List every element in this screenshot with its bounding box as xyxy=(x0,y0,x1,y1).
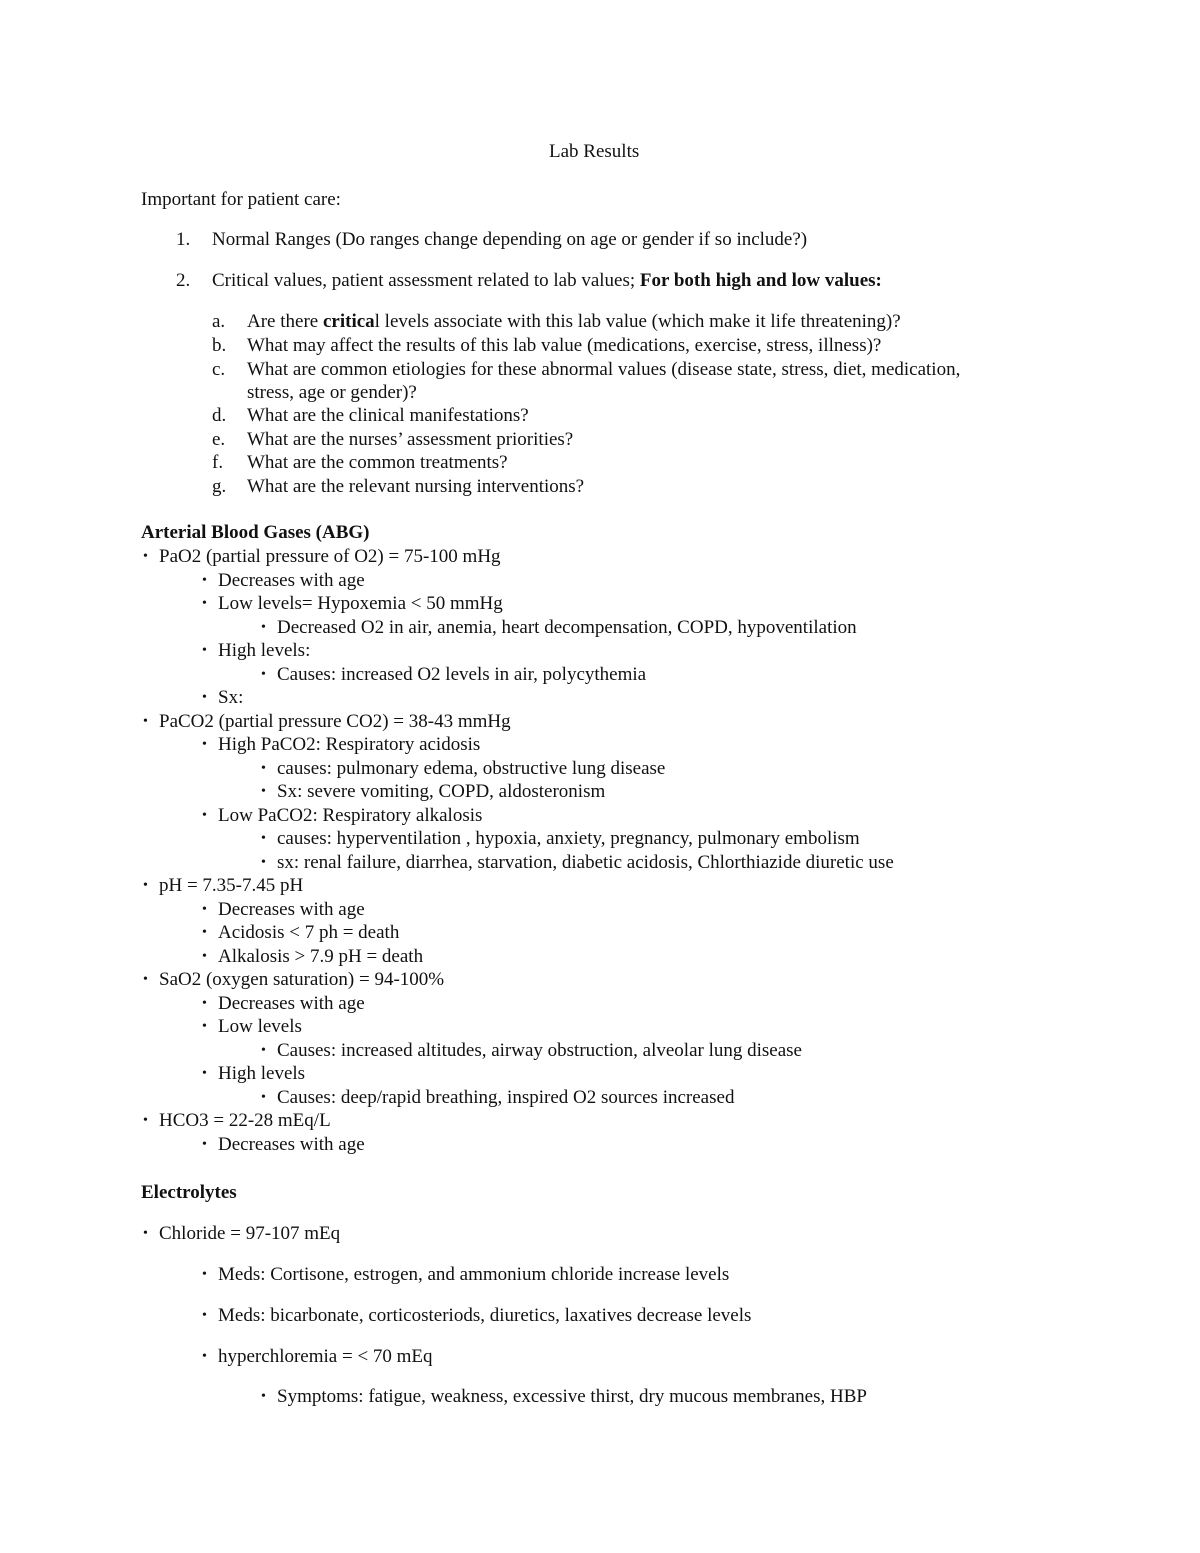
bullet-icon: • xyxy=(202,643,207,658)
bullet-icon: • xyxy=(202,925,207,940)
bullet-icon: • xyxy=(202,737,207,752)
list-item: PaO2 (partial pressure of O2) = 75-100 mHg xyxy=(159,546,501,567)
list-item: Decreases with age xyxy=(218,992,365,1014)
lettered-marker: d. xyxy=(212,405,227,426)
list-item: Low PaCO2: Respiratory alkalosis xyxy=(218,804,483,826)
list-item: pH = 7.35-7.45 pH xyxy=(159,875,304,896)
lettered-item xyxy=(247,311,901,333)
list-item: HCO3 = 22-28 mEq/L xyxy=(159,1110,331,1131)
list-item: sx: renal failure, diarrhea, starvation, diabetic acidosis, Chlorthiazide diuretic use xyxy=(277,851,894,873)
numbered-item xyxy=(212,270,882,292)
list-item: High levels xyxy=(218,1063,306,1084)
numbered-item-text: Critical values, patient assessment related to lab values; xyxy=(212,270,640,291)
bullet-icon: • xyxy=(202,1349,207,1364)
list-item: Causes: deep/rapid breathing, inspired O2 sources increased xyxy=(277,1086,735,1108)
list-item: Alkalosis > 7.9 pH = death xyxy=(218,945,424,967)
list-item: causes: pulmonary edema, obstructive lung disease xyxy=(277,757,666,779)
lettered-item: What are the common treatments? xyxy=(247,452,508,473)
numbered-item: Normal Ranges (Do ranges change depending on age or gender if so include?) xyxy=(212,229,808,250)
list-item: Low levels xyxy=(218,1016,302,1037)
list-item: Meds: Cortisone, estrogen, and ammonium chloride increase levels xyxy=(218,1264,730,1285)
bullet-icon: • xyxy=(143,1113,148,1128)
bullet-icon: • xyxy=(143,972,148,987)
page-title: Lab Results xyxy=(549,141,640,162)
list-item: PaCO2 (partial pressure CO2) = 38-43 mmHg xyxy=(159,710,511,732)
bullet-icon: • xyxy=(261,831,266,846)
list-item: Low levels= Hypoxemia < 50 mmHg xyxy=(218,593,503,614)
bullet-icon: • xyxy=(261,760,266,776)
list-item: causes: hyperventilation , hypoxia, anxiety, pregnancy, pulmonary embolism xyxy=(277,828,860,849)
bullet-icon: • xyxy=(261,854,266,870)
lettered-marker: b. xyxy=(212,335,227,356)
numbered-marker: 1. xyxy=(176,229,191,250)
list-item: SaO2 (oxygen saturation) = 94-100% xyxy=(159,969,445,990)
lettered-item: What are common etiologies for these abnormal values (disease state, stress, diet, medication, xyxy=(247,359,961,380)
list-item: hyperchloremia = < 70 mEq xyxy=(218,1346,433,1367)
lettered-item: What may affect the results of this lab value (medications, exercise, stress, illness)? xyxy=(247,335,882,356)
list-item: Meds: bicarbonate, corticosteriods, diuretics, laxatives decrease levels xyxy=(218,1305,752,1326)
lettered-item-bold: critica xyxy=(322,311,375,332)
bullet-icon: • xyxy=(202,596,207,611)
bullet-icon: • xyxy=(202,1066,207,1081)
list-item: Chloride = 97-107 mEq xyxy=(159,1223,341,1244)
list-item: High levels: xyxy=(218,640,311,661)
list-item: High PaCO2: Respiratory acidosis xyxy=(218,734,481,755)
bullet-icon: • xyxy=(202,690,207,705)
lettered-marker: f. xyxy=(212,452,224,473)
lettered-marker: c. xyxy=(212,359,226,380)
section-heading-abg: Arterial Blood Gases (ABG) xyxy=(141,522,370,543)
bullet-icon: • xyxy=(143,1226,148,1241)
bullet-icon: • xyxy=(202,995,207,1011)
bullet-icon: • xyxy=(261,1089,266,1105)
lettered-marker: a. xyxy=(212,311,226,332)
lettered-item-continued: stress, age or gender)? xyxy=(247,382,417,403)
lettered-item: What are the clinical manifestations? xyxy=(247,405,529,426)
bullet-icon: • xyxy=(202,1267,207,1282)
lettered-item: What are the nurses’ assessment priorities? xyxy=(247,429,574,450)
bullet-icon: • xyxy=(143,878,148,893)
list-item: Decreases with age xyxy=(218,898,365,920)
list-item: Causes: increased altitudes, airway obstruction, alveolar lung disease xyxy=(277,1039,802,1061)
list-item: Causes: increased O2 levels in air, polycythemia xyxy=(277,663,647,685)
list-item: Decreases with age xyxy=(218,1133,365,1155)
bullet-icon: • xyxy=(202,1019,207,1034)
bullet-icon: • xyxy=(202,572,207,588)
lettered-item-text: Are there xyxy=(247,311,323,332)
lettered-marker: g. xyxy=(212,476,227,497)
list-item: Symptoms: fatigue, weakness, excessive thirst, dry mucous membranes, HBP xyxy=(277,1386,867,1407)
bullet-icon: • xyxy=(143,549,148,564)
bullet-icon: • xyxy=(202,948,207,964)
bullet-icon: • xyxy=(202,1136,207,1152)
bullet-icon: • xyxy=(261,1042,266,1058)
bullet-icon: • xyxy=(202,901,207,917)
bullet-icon: • xyxy=(261,666,266,682)
section-heading-electrolytes: Electrolytes xyxy=(141,1182,237,1203)
numbered-marker: 2. xyxy=(176,270,191,291)
bullet-icon: • xyxy=(143,713,148,729)
bullet-icon: • xyxy=(202,1308,207,1323)
numbered-item-bold: For both high and low values: xyxy=(639,270,882,291)
list-item: Sx: severe vomiting, COPD, aldosteronism xyxy=(277,781,606,802)
list-item: Acidosis < 7 ph = death xyxy=(218,922,400,943)
list-item: Decreased O2 in air, anemia, heart decompensation, COPD, hypoventilation xyxy=(277,616,857,638)
lettered-item-text: l levels associate with this lab value (which make it life threatening)? xyxy=(374,311,901,332)
bullet-icon: • xyxy=(261,784,266,799)
list-item: Sx: xyxy=(218,687,244,708)
lettered-marker: e. xyxy=(212,429,226,450)
list-item: Decreases with age xyxy=(218,569,365,591)
bullet-icon: • xyxy=(202,807,207,823)
bullet-icon: • xyxy=(261,1389,266,1404)
bullet-icon: • xyxy=(261,619,266,635)
lettered-item: What are the relevant nursing interventions? xyxy=(247,476,585,497)
intro-text: Important for patient care: xyxy=(141,189,341,210)
